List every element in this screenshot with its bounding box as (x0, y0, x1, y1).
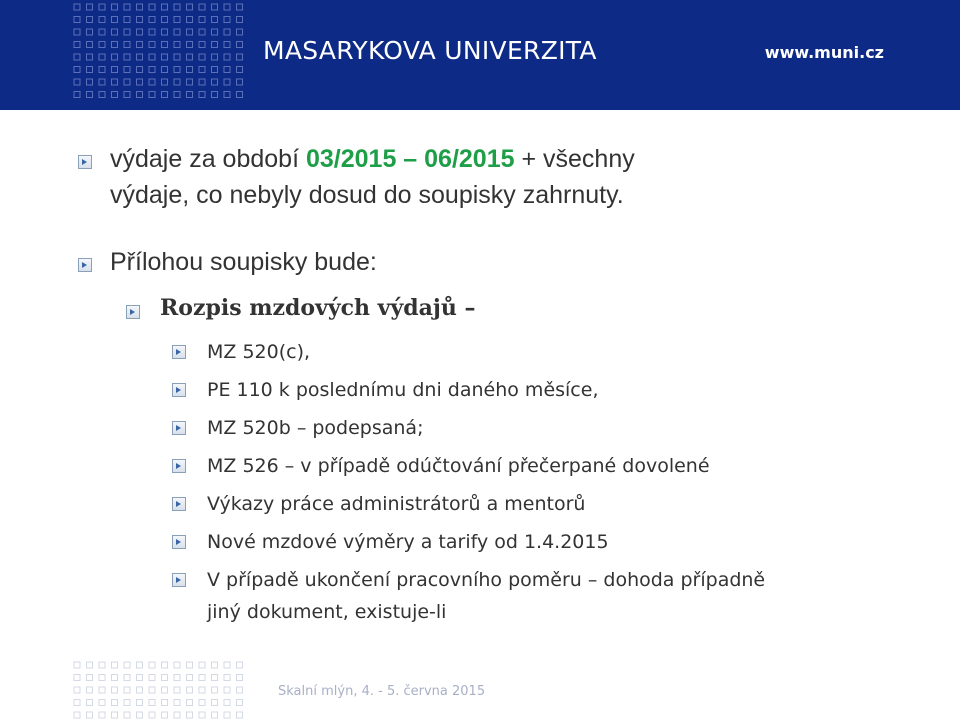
sub-item-text: Nové mzdové výměry a tarify od 1.4.2015 (207, 531, 609, 553)
dot-square (224, 700, 230, 706)
dot-square (137, 700, 143, 706)
dot-square (74, 687, 80, 693)
dot-square (149, 687, 155, 693)
sub-heading-text: Rozpis mzdových výdajů – (160, 295, 476, 321)
dot-square (174, 687, 180, 693)
dot-square (187, 675, 193, 681)
bullet-arrow-icon (172, 573, 186, 587)
dot-square (99, 712, 105, 718)
dot-square (187, 700, 193, 706)
dot-square (162, 675, 168, 681)
dot-square (174, 662, 180, 668)
dot-square (162, 662, 168, 668)
dot-square (162, 687, 168, 693)
bullet-arrow-icon (78, 258, 92, 272)
sub-item-text-continuation: jiný dokument, existuje-li (207, 601, 447, 623)
bullet-arrow-icon (172, 421, 186, 435)
dot-square (87, 675, 93, 681)
dot-square (87, 662, 93, 668)
dot-square (187, 662, 193, 668)
bullet-text: Přílohou soupisky bude: (110, 248, 377, 276)
bullet-arrow-icon (172, 497, 186, 511)
dot-square (124, 687, 130, 693)
bullet-arrow-icon (172, 383, 186, 397)
dot-square (237, 712, 243, 718)
dot-square (199, 675, 205, 681)
dot-square (199, 712, 205, 718)
bullet-arrow-icon (172, 459, 186, 473)
dot-square (112, 687, 118, 693)
dot-square (149, 700, 155, 706)
dot-square (224, 675, 230, 681)
sub-item-text: Výkazy práce administrátorů a mentorů (207, 493, 586, 515)
dot-square (174, 712, 180, 718)
dot-square (99, 687, 105, 693)
date-range: 03/2015 – 06/2015 (305, 145, 515, 173)
dot-square (112, 712, 118, 718)
website-url: www.muni.cz (764, 43, 884, 62)
dot-square (187, 712, 193, 718)
dot-square (74, 675, 80, 681)
dot-square (224, 712, 230, 718)
dot-square (162, 712, 168, 718)
dot-square (99, 662, 105, 668)
bullet-arrow-icon (126, 305, 140, 319)
dot-square (149, 712, 155, 718)
dot-square (162, 700, 168, 706)
dot-square (224, 662, 230, 668)
university-name: MASARYKOVA UNIVERZITA (263, 36, 597, 65)
dot-square (137, 687, 143, 693)
dot-square (212, 712, 218, 718)
dot-square (212, 687, 218, 693)
sub-item-text: MZ 520(c), (207, 341, 311, 363)
bullet-text-continuation: výdaje, co nebyly dosud do soupisky zahrnuty. (110, 181, 624, 209)
bullet-arrow-icon (78, 155, 92, 169)
dot-square (174, 700, 180, 706)
footer-dot-pattern-decoration (0, 650, 260, 720)
dot-square (74, 712, 80, 718)
dot-square (74, 700, 80, 706)
dot-square (87, 700, 93, 706)
dot-square (212, 662, 218, 668)
text-part-a: výdaje za období (110, 145, 306, 173)
dot-square (99, 675, 105, 681)
sub-item-text: V případě ukončení pracovního poměru – dohoda případně (207, 569, 766, 591)
sub-item-text: PE 110 k poslednímu dni daného měsíce, (207, 379, 599, 401)
dot-square (137, 662, 143, 668)
dot-square (124, 700, 130, 706)
dot-square (237, 700, 243, 706)
text-part-b: + všechny (514, 145, 635, 173)
dot-square (199, 662, 205, 668)
dot-square (112, 675, 118, 681)
sub-item-text: MZ 520b – podepsaná; (207, 417, 424, 439)
dot-square (74, 662, 80, 668)
dot-square (237, 675, 243, 681)
dot-square (224, 687, 230, 693)
dot-square (174, 675, 180, 681)
dot-square (237, 662, 243, 668)
dot-square (87, 687, 93, 693)
bullet-arrow-icon (172, 535, 186, 549)
dot-square (87, 712, 93, 718)
bullet-text (110, 145, 635, 174)
dot-square (237, 687, 243, 693)
dot-square (149, 675, 155, 681)
dot-square (124, 712, 130, 718)
dot-square (187, 687, 193, 693)
dot-square (112, 662, 118, 668)
bullet-arrow-icon (172, 345, 186, 359)
dot-square (212, 700, 218, 706)
dot-square (124, 675, 130, 681)
footer-event-text: Skalní mlýn, 4. - 5. června 2015 (278, 684, 486, 699)
sub-item-text: MZ 526 – v případě odúčtování přečerpané dovolené (207, 455, 710, 477)
dot-square (199, 700, 205, 706)
dot-square (212, 675, 218, 681)
dot-square (137, 712, 143, 718)
dot-square (199, 687, 205, 693)
dot-square (124, 662, 130, 668)
dot-square (149, 662, 155, 668)
dot-square (112, 700, 118, 706)
dot-square (137, 675, 143, 681)
dot-square (99, 700, 105, 706)
